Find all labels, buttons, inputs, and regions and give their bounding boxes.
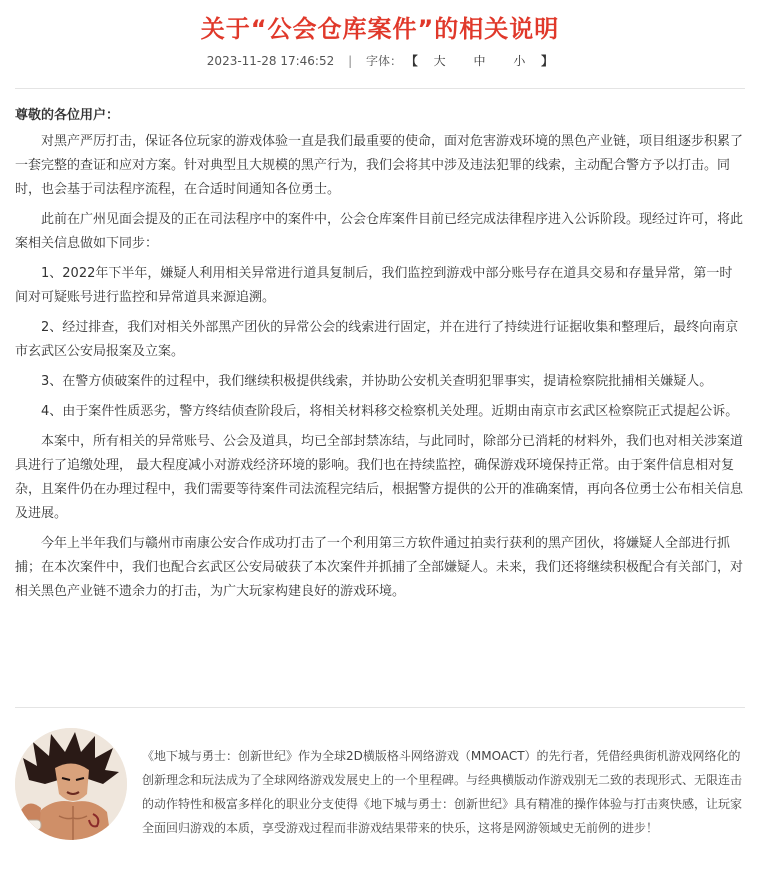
paragraph-item-4: 4、由于案件性质恶劣，警方终结侦查阶段后，将相关材料移交检察机关处理。近期由南京市玄武区检察院正式提起公诉。 xyxy=(41,404,739,419)
paragraph-future: 今年上半年我们与赣州市南康公安合作成功打击了一个利用第三方软件通过拍卖行获利的黑产团伙，将嫌疑人全部进行抓捕；在本次案件中，我们也配合玄武区公安局破获了本次案件并抓捕了全部嫌疑人。未来，我们还将继续积极配合有关部门，对相关黑色产业链不遗余力的打击，为广大玩家构建良好的游戏环境。 xyxy=(15,536,744,599)
page-title: 关于“公会仓库案件”的相关说明 xyxy=(200,15,560,43)
meta-separator: | xyxy=(348,54,353,68)
game-character-avatar xyxy=(15,728,127,840)
top-divider xyxy=(15,88,745,89)
paragraph-case-status: 此前在广州见面会提及的正在司法程序中的案件中，公会仓库案件目前已经完成法律程序进入公诉阶段。现经过许可，将此案相关信息做如下同步： xyxy=(15,212,744,251)
font-size-large-button[interactable]: 大 xyxy=(433,54,446,68)
bracket-close: 】 xyxy=(541,54,554,68)
paragraph-item-1: 1、2022年下半年，嫌疑人利用相关异常进行道具复制后，我们监控到游戏中部分账号存在道具交易和存量异常，第一时间对可疑账号进行监控和异常道具来源追溯。 xyxy=(15,266,733,305)
paragraph-intro: 对黑产严厉打击，保证各位玩家的游戏体验一直是我们最重要的使命，面对危害游戏环境的黑色产业链，项目组逐步积累了一套完整的查证和应对方案。针对典型且大规模的黑产行为，我们会将其中涉及违法犯罪的线索，主动配合警方予以打击。同时，也会基于司法程序流程，在合适时间通知各位勇士。 xyxy=(15,134,744,197)
publish-datetime: 2023-11-28 17:46:52 xyxy=(206,54,335,68)
font-size-small-button[interactable]: 小 xyxy=(513,54,526,68)
bracket-open: 【 xyxy=(405,54,418,68)
paragraph-handling: 本案中，所有相关的异常账号、公会及道具，均已全部封禁冻结，与此同时，除部分已消耗的材料外，我们也对相关涉案道具进行了追缴处理， 最大程度减小对游戏经济环境的影响。我们也在持续监控，确保游戏环境保持正常。由于案件信息相对复杂，且案件仍在办理过程中，我们需要等待案件司法流程完结后，根据警方提供的公开的准确案情，再向各位勇士公布相关信息及进展。 xyxy=(15,434,744,521)
article-body xyxy=(15,104,743,610)
font-size-label: 字体： xyxy=(365,54,402,68)
game-description: 《地下城与勇士：创新世纪》作为全球2D横版格斗网络游戏（MMOACT）的先行者，凭借经典街机游戏网络化的创新理念和玩法成为了全球网络游戏发展史上的一个里程碑。与经典横版动作游戏别无二致的表现形式、无限连击的动作特性和极富多样化的职业分支使得《地下城与勇士：创新世纪》具有精准的操作体验与打击爽快感，让玩家全面回归游戏的本质，享受游戏过程而非游戏结果带来的快乐，这将是网游领域史无前例的进步！ xyxy=(142,749,743,835)
bottom-divider xyxy=(15,707,745,708)
paragraph-item-2: 2、经过排查，我们对相关外部黑产团伙的异常公会的线索进行固定，并在进行了持续进行证据收集和整理后，最终向南京市玄武区公安局报案及立案。 xyxy=(15,320,739,359)
font-size-medium-button[interactable]: 中 xyxy=(473,54,486,68)
article-meta xyxy=(0,52,760,70)
paragraph-item-3: 3、在警方侦破案件的过程中，我们继续积极提供线索，并协助公安机关查明犯罪事实，提请检察院批捕相关嫌疑人。 xyxy=(41,374,713,389)
greeting: 尊敬的各位用户： xyxy=(15,108,120,123)
